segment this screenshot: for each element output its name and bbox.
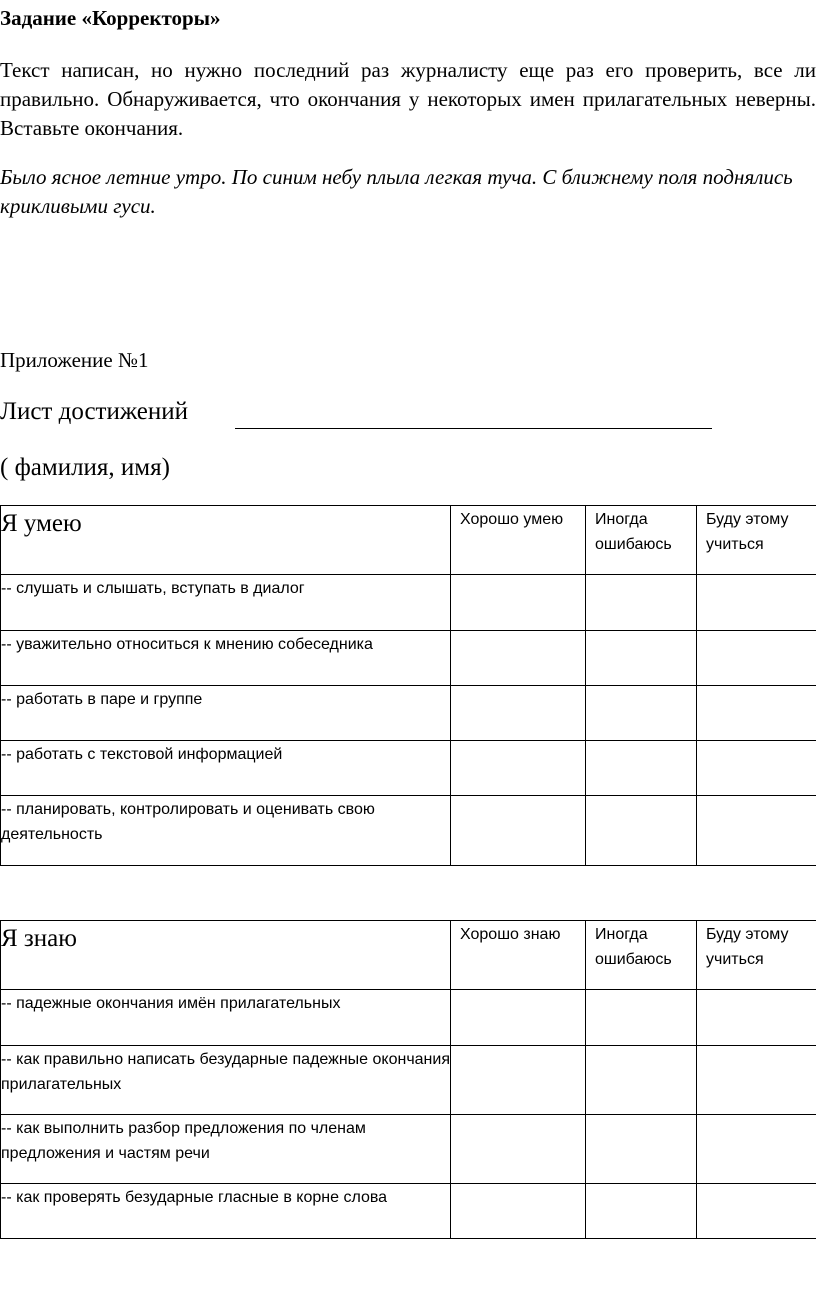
table-header-row bbox=[1, 921, 816, 990]
column-header: Иногда ошибаюсь bbox=[586, 921, 697, 990]
row-label: -- как проверять безударные гласные в корне слова bbox=[1, 1184, 451, 1239]
table-row bbox=[1, 990, 816, 1046]
table-row bbox=[1, 1115, 816, 1184]
cell-sometimes[interactable] bbox=[586, 1115, 697, 1184]
cell-good[interactable] bbox=[451, 741, 586, 796]
table-header-row bbox=[1, 506, 816, 575]
cell-good[interactable] bbox=[451, 990, 586, 1046]
name-underline bbox=[235, 428, 712, 429]
cell-will-learn[interactable] bbox=[697, 796, 816, 866]
column-header: Хорошо умею bbox=[451, 506, 586, 575]
cell-will-learn[interactable] bbox=[697, 686, 816, 741]
cell-sometimes[interactable] bbox=[586, 1184, 697, 1239]
cell-will-learn[interactable] bbox=[697, 631, 816, 686]
cell-good[interactable] bbox=[451, 686, 586, 741]
row-label: -- планировать, контролировать и оценивать свою деятельность bbox=[1, 796, 451, 866]
cell-will-learn[interactable] bbox=[697, 990, 816, 1046]
cell-will-learn[interactable] bbox=[697, 1184, 816, 1239]
table-row bbox=[1, 1184, 816, 1239]
row-label: -- работать с текстовой информацией bbox=[1, 741, 451, 796]
table-header-title: Я знаю bbox=[1, 921, 451, 990]
column-header: Хорошо знаю bbox=[451, 921, 586, 990]
cell-will-learn[interactable] bbox=[697, 741, 816, 796]
table-row bbox=[1, 796, 816, 866]
row-label: -- уважительно относиться к мнению собеседника bbox=[1, 631, 451, 686]
column-header: Буду этому учиться bbox=[697, 921, 816, 990]
column-header: Буду этому учиться bbox=[697, 506, 816, 575]
table-row bbox=[1, 686, 816, 741]
knowledge-table bbox=[0, 920, 816, 1239]
cell-sometimes[interactable] bbox=[586, 1046, 697, 1115]
cell-sometimes[interactable] bbox=[586, 631, 697, 686]
cell-sometimes[interactable] bbox=[586, 990, 697, 1046]
task-title: Задание «Корректоры» bbox=[0, 6, 221, 30]
row-label: -- падежные окончания имён прилагательных bbox=[1, 990, 451, 1046]
cell-good[interactable] bbox=[451, 1115, 586, 1184]
name-hint: ( фамилия, имя) bbox=[0, 454, 170, 481]
table-header-title: Я умею bbox=[1, 506, 451, 575]
appendix-label: Приложение №1 bbox=[0, 348, 149, 372]
cell-will-learn[interactable] bbox=[697, 1046, 816, 1115]
cell-sometimes[interactable] bbox=[586, 575, 697, 631]
column-header: Иногда ошибаюсь bbox=[586, 506, 697, 575]
sheet-title: Лист достижений bbox=[0, 398, 189, 425]
table-row bbox=[1, 631, 816, 686]
cell-sometimes[interactable] bbox=[586, 741, 697, 796]
cell-good[interactable] bbox=[451, 631, 586, 686]
cell-good[interactable] bbox=[451, 1046, 586, 1115]
task-text: Было ясное летние утро. По синим небу плыла легкая туча. С ближнему поля поднялись крикливыми гуси. bbox=[0, 165, 793, 218]
cell-good[interactable] bbox=[451, 575, 586, 631]
cell-good[interactable] bbox=[451, 1184, 586, 1239]
skills-table bbox=[0, 505, 816, 866]
task-instruction: Текст написан, но нужно последний раз журналисту еще раз его проверить, все ли правильно. Обнаруживается, что окончания у некоторых имен прилагательных неверны. Вставьте окончания. bbox=[0, 58, 816, 140]
table-row bbox=[1, 1046, 816, 1115]
cell-sometimes[interactable] bbox=[586, 686, 697, 741]
table-row bbox=[1, 741, 816, 796]
cell-will-learn[interactable] bbox=[697, 1115, 816, 1184]
row-label: -- как правильно написать безударные падежные окончания прилагательных bbox=[1, 1046, 451, 1115]
row-label: -- как выполнить разбор предложения по членам предложения и частям речи bbox=[1, 1115, 451, 1184]
cell-sometimes[interactable] bbox=[586, 796, 697, 866]
row-label: -- слушать и слышать, вступать в диалог bbox=[1, 575, 451, 631]
row-label: -- работать в паре и группе bbox=[1, 686, 451, 741]
cell-good[interactable] bbox=[451, 796, 586, 866]
table-row bbox=[1, 575, 816, 631]
cell-will-learn[interactable] bbox=[697, 575, 816, 631]
